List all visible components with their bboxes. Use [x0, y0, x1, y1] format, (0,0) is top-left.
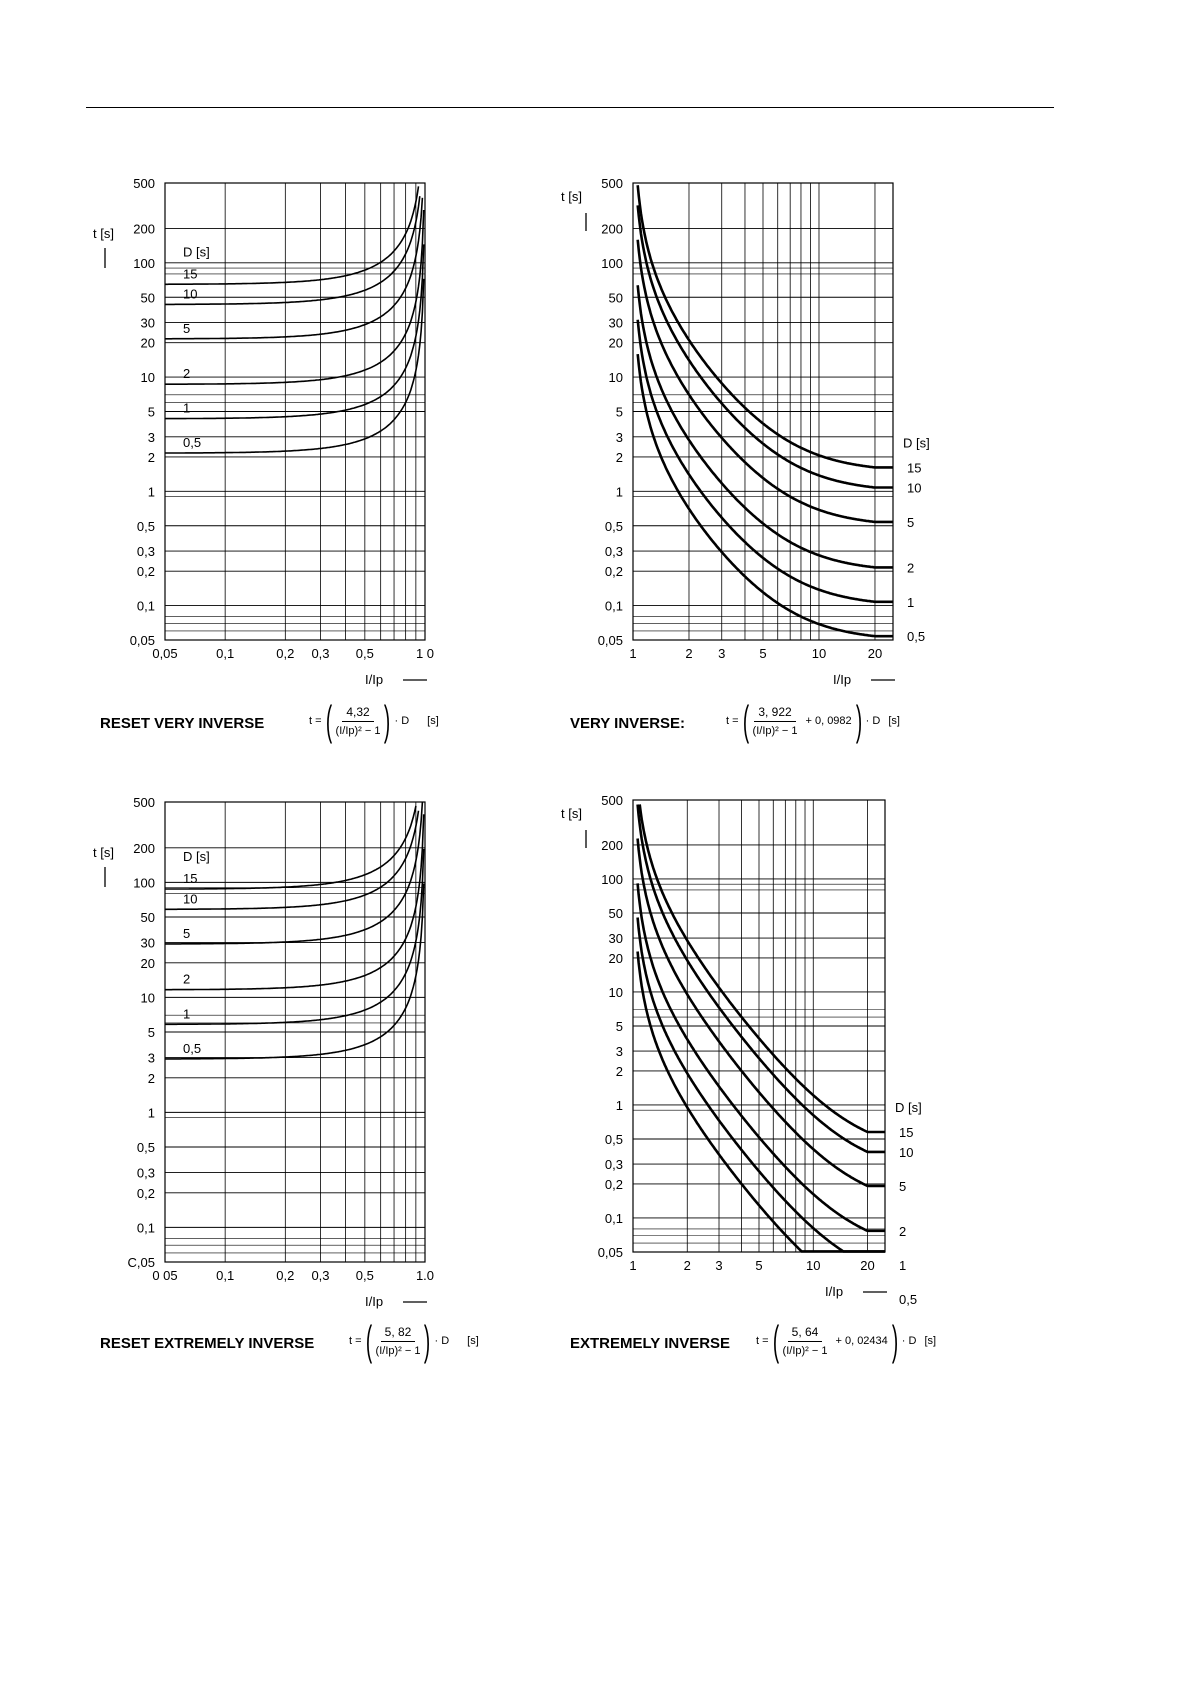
formula-offset: + 0, 0982 — [805, 715, 852, 727]
formula-numerator: 5, 82 — [381, 1325, 416, 1342]
y-tick-label: 0,2 — [604, 1176, 623, 1192]
x-tick-label: 5 — [759, 646, 767, 661]
formula-unit: [s] — [888, 715, 900, 727]
y-tick-label: 30 — [608, 931, 623, 947]
series-label: 1 — [907, 594, 915, 610]
legend-title: D [s] — [183, 849, 210, 865]
series-label: 10 — [899, 1144, 914, 1160]
y-tick-label: 20 — [140, 955, 155, 971]
curve-D-15 — [638, 185, 893, 467]
y-tick-label: 50 — [608, 290, 623, 306]
y-tick-label: 2 — [615, 1063, 623, 1079]
series-label: 15 — [183, 266, 198, 282]
y-tick-label: 30 — [140, 315, 155, 331]
x-tick-label: 20 — [860, 1258, 875, 1273]
x-tick-label: 10 — [806, 1258, 821, 1273]
y-tick-label: 100 — [133, 875, 155, 891]
curve-D-10 — [638, 205, 893, 487]
formula-unit: [s] — [467, 1335, 479, 1347]
x-tick-label: 0,1 — [216, 646, 235, 661]
formula-tail: · D — [865, 715, 881, 727]
y-tick-label: 5 — [615, 404, 623, 420]
formula-lhs: t = — [726, 715, 739, 727]
series-label: 15 — [907, 460, 922, 476]
series-label: 5 — [907, 514, 915, 530]
y-tick-label: C,05 — [127, 1255, 155, 1270]
y-axis-label: t [s] — [561, 189, 582, 204]
series-label: 15 — [183, 871, 198, 887]
y-tick-label: 20 — [608, 950, 623, 966]
y-tick-label: 0,5 — [136, 518, 155, 534]
x-tick-label: 0,05 — [152, 646, 178, 661]
series-label: 0,5 — [183, 1040, 202, 1056]
formula-tail: · D — [901, 1335, 917, 1347]
y-tick-label: 100 — [133, 255, 155, 271]
y-tick-label: 3 — [147, 429, 155, 445]
y-tick-label: 200 — [133, 840, 155, 856]
x-tick-label: 3 — [715, 1258, 723, 1273]
formula-numerator: 3, 922 — [754, 705, 795, 722]
formula-lhs: t = — [756, 1335, 769, 1347]
x-tick-label: 0,1 — [216, 1268, 235, 1283]
formula-rhs: · D — [434, 1335, 450, 1347]
x-tick-label: 1 — [629, 646, 637, 661]
x-tick-label: 5 — [755, 1258, 763, 1273]
y-tick-label: 1 — [615, 1097, 623, 1113]
x-tick-label: 10 — [811, 646, 827, 661]
y-tick-label: 0,05 — [597, 1245, 623, 1260]
series-label: 10 — [183, 286, 198, 302]
series-label: 10 — [907, 480, 922, 496]
curve-D-1 — [638, 320, 893, 602]
x-tick-label: 1.0 — [415, 1268, 435, 1283]
x-tick-label: 3 — [718, 646, 726, 661]
series-label: 10 — [183, 891, 198, 907]
y-tick-label: 0,5 — [604, 1132, 623, 1147]
y-tick-label: 0,1 — [604, 598, 623, 614]
series-label: 15 — [899, 1124, 914, 1140]
series-label: 2 — [183, 366, 191, 382]
y-axis-label: t [s] — [93, 845, 114, 860]
y-tick-label: 30 — [140, 935, 155, 951]
formula-c1: t = ( $\frac{4,32}{\text{(I/Ip)² − 1}}$ ) · D [s] — [309, 697, 439, 744]
series-label: 2 — [183, 971, 191, 987]
y-tick-label: 2 — [147, 449, 155, 465]
formula-numerator: 5, 64 — [788, 1325, 823, 1342]
x-axis-label: I/Ip — [365, 1294, 384, 1309]
y-tick-label: 50 — [608, 906, 623, 921]
x-axis-label: I/Ip — [833, 672, 852, 687]
y-tick-label: 0,1 — [136, 598, 155, 614]
y-tick-label: 0,3 — [136, 544, 155, 560]
y-axis-label: t [s] — [93, 226, 114, 241]
formula-numerator: 4,32 — [342, 705, 373, 722]
x-axis-label: I/Ip — [365, 672, 384, 687]
formula-denominator: (I/Ip)² − 1 — [335, 725, 381, 737]
y-tick-label: 1 — [147, 484, 155, 500]
y-tick-label: 0,3 — [136, 1165, 155, 1181]
x-tick-label: 1 — [629, 1258, 637, 1273]
y-tick-label: 0,05 — [597, 633, 623, 648]
y-tick-label: 0,5 — [136, 1140, 155, 1155]
curve-D-2 — [638, 883, 885, 1230]
y-tick-label: 0,2 — [136, 564, 155, 580]
caption-title-c4: EXTREMELY INVERSE — [570, 1335, 731, 1352]
curve-D-2 — [165, 814, 424, 989]
series-label: 1 — [899, 1257, 907, 1273]
y-tick-label: 0,1 — [136, 1220, 155, 1236]
y-tick-label: 0,1 — [604, 1210, 623, 1226]
formula-denominator: (I/Ip)² − 1 — [752, 725, 798, 737]
y-tick-label: 2 — [147, 1070, 155, 1086]
y-tick-label: 2 — [615, 449, 623, 465]
y-tick-label: 20 — [140, 335, 155, 351]
x-tick-label: 20 — [867, 646, 883, 661]
x-tick-label: 2 — [685, 646, 693, 661]
y-tick-label: 1 — [615, 484, 623, 500]
caption-title-c2: VERY INVERSE: — [570, 715, 686, 732]
formula-c2: t = ( $\frac{3, 922}{\text{(I/Ip)² − 1}}$ + 0, 0982 ) · D [s] — [726, 697, 900, 744]
x-tick-label: 2 — [683, 1258, 691, 1273]
y-tick-label: 3 — [615, 429, 623, 445]
legend-title: D [s] — [895, 1099, 922, 1115]
x-tick-label: 0 05 — [152, 1268, 178, 1283]
y-tick-label: 200 — [601, 837, 623, 853]
y-tick-label: 50 — [140, 910, 155, 925]
series-label: 0,5 — [907, 629, 926, 645]
y-tick-label: 10 — [140, 990, 155, 1006]
y-tick-label: 100 — [601, 255, 623, 271]
formula-offset: + 0, 02434 — [835, 1335, 888, 1347]
y-tick-label: 5 — [147, 1025, 155, 1040]
curve-D-5 — [165, 802, 422, 944]
y-tick-label: 5 — [615, 1019, 623, 1034]
series-label: 1 — [183, 1006, 191, 1022]
curve-D-1 — [165, 244, 424, 418]
y-tick-label: 10 — [140, 370, 155, 386]
formula-unit: [s] — [427, 715, 439, 727]
curve-D-5 — [638, 839, 885, 1186]
y-tick-label: 200 — [601, 221, 623, 237]
series-label: 5 — [183, 925, 191, 941]
y-tick-label: 10 — [608, 984, 623, 1000]
x-tick-label: 0,5 — [355, 646, 374, 661]
y-tick-label: 0,2 — [136, 1185, 155, 1201]
x-tick-label: 0,3 — [311, 1268, 330, 1283]
y-tick-label: 500 — [133, 795, 155, 810]
series-label: 0,5 — [183, 435, 202, 451]
y-tick-label: 0,5 — [604, 518, 623, 534]
legend-title: D [s] — [183, 244, 210, 260]
y-tick-label: 3 — [147, 1050, 155, 1066]
y-axis-label: t [s] — [561, 806, 582, 821]
y-tick-label: 0,05 — [129, 633, 155, 648]
y-tick-label: 200 — [133, 221, 155, 237]
y-tick-label: 500 — [601, 176, 623, 191]
legend-title: D [s] — [903, 435, 930, 451]
formula-denominator: (I/Ip)² − 1 — [375, 1345, 421, 1357]
y-tick-label: 0,3 — [604, 544, 623, 560]
y-tick-label: 100 — [601, 871, 623, 887]
y-tick-label: 500 — [133, 176, 155, 191]
curve-D-0-5 — [638, 354, 893, 636]
caption-title-c1: RESET VERY INVERSE — [100, 715, 265, 732]
x-tick-label: 0,2 — [276, 1268, 295, 1283]
series-label: 2 — [899, 1223, 907, 1239]
x-tick-label: 0,2 — [276, 646, 295, 661]
y-tick-label: 5 — [147, 404, 155, 420]
y-tick-label: 0,2 — [604, 564, 623, 580]
x-tick-label: 1 0 — [415, 646, 435, 661]
formula-unit: [s] — [924, 1335, 937, 1347]
series-label: 0,5 — [899, 1291, 918, 1307]
y-tick-label: 50 — [140, 290, 155, 306]
series-label: 2 — [907, 560, 915, 576]
curve-D-15 — [640, 804, 885, 1132]
formula-c4: t = ( $\frac{5, 64}{\text{(I/Ip)² − 1}}$ + 0, 02434 ) · D [s] — [756, 1317, 937, 1364]
formula-lhs: t = — [309, 715, 322, 727]
formula-denominator: (I/Ip)² − 1 — [782, 1345, 828, 1357]
formula-rhs: · D — [394, 715, 410, 727]
curve-D-5 — [638, 240, 893, 522]
series-label: 5 — [899, 1178, 907, 1194]
curve-D-1 — [165, 849, 424, 1024]
y-tick-label: 30 — [608, 315, 623, 331]
formula-lhs: t = — [349, 1335, 362, 1347]
y-tick-label: 500 — [601, 793, 623, 808]
x-tick-label: 0,5 — [355, 1268, 374, 1283]
y-tick-label: 1 — [147, 1105, 155, 1121]
curve-D-0-5 — [638, 952, 885, 1252]
x-axis-label: I/Ip — [825, 1284, 844, 1299]
y-tick-label: 20 — [608, 335, 623, 351]
x-tick-label: 0,3 — [311, 646, 330, 661]
y-tick-label: 3 — [615, 1044, 623, 1060]
y-tick-label: 10 — [608, 370, 623, 386]
series-label: 1 — [183, 400, 191, 416]
y-tick-label: 0,3 — [604, 1157, 623, 1173]
formula-c3: t = ( $\frac{5, 82}{\text{(I/Ip)² − 1}}$ ) · D [s] — [349, 1317, 479, 1364]
curve-D-10 — [638, 805, 885, 1152]
caption-title-c3: RESET EXTREMELY INVERSE — [100, 1335, 315, 1352]
series-label: 5 — [183, 320, 191, 336]
